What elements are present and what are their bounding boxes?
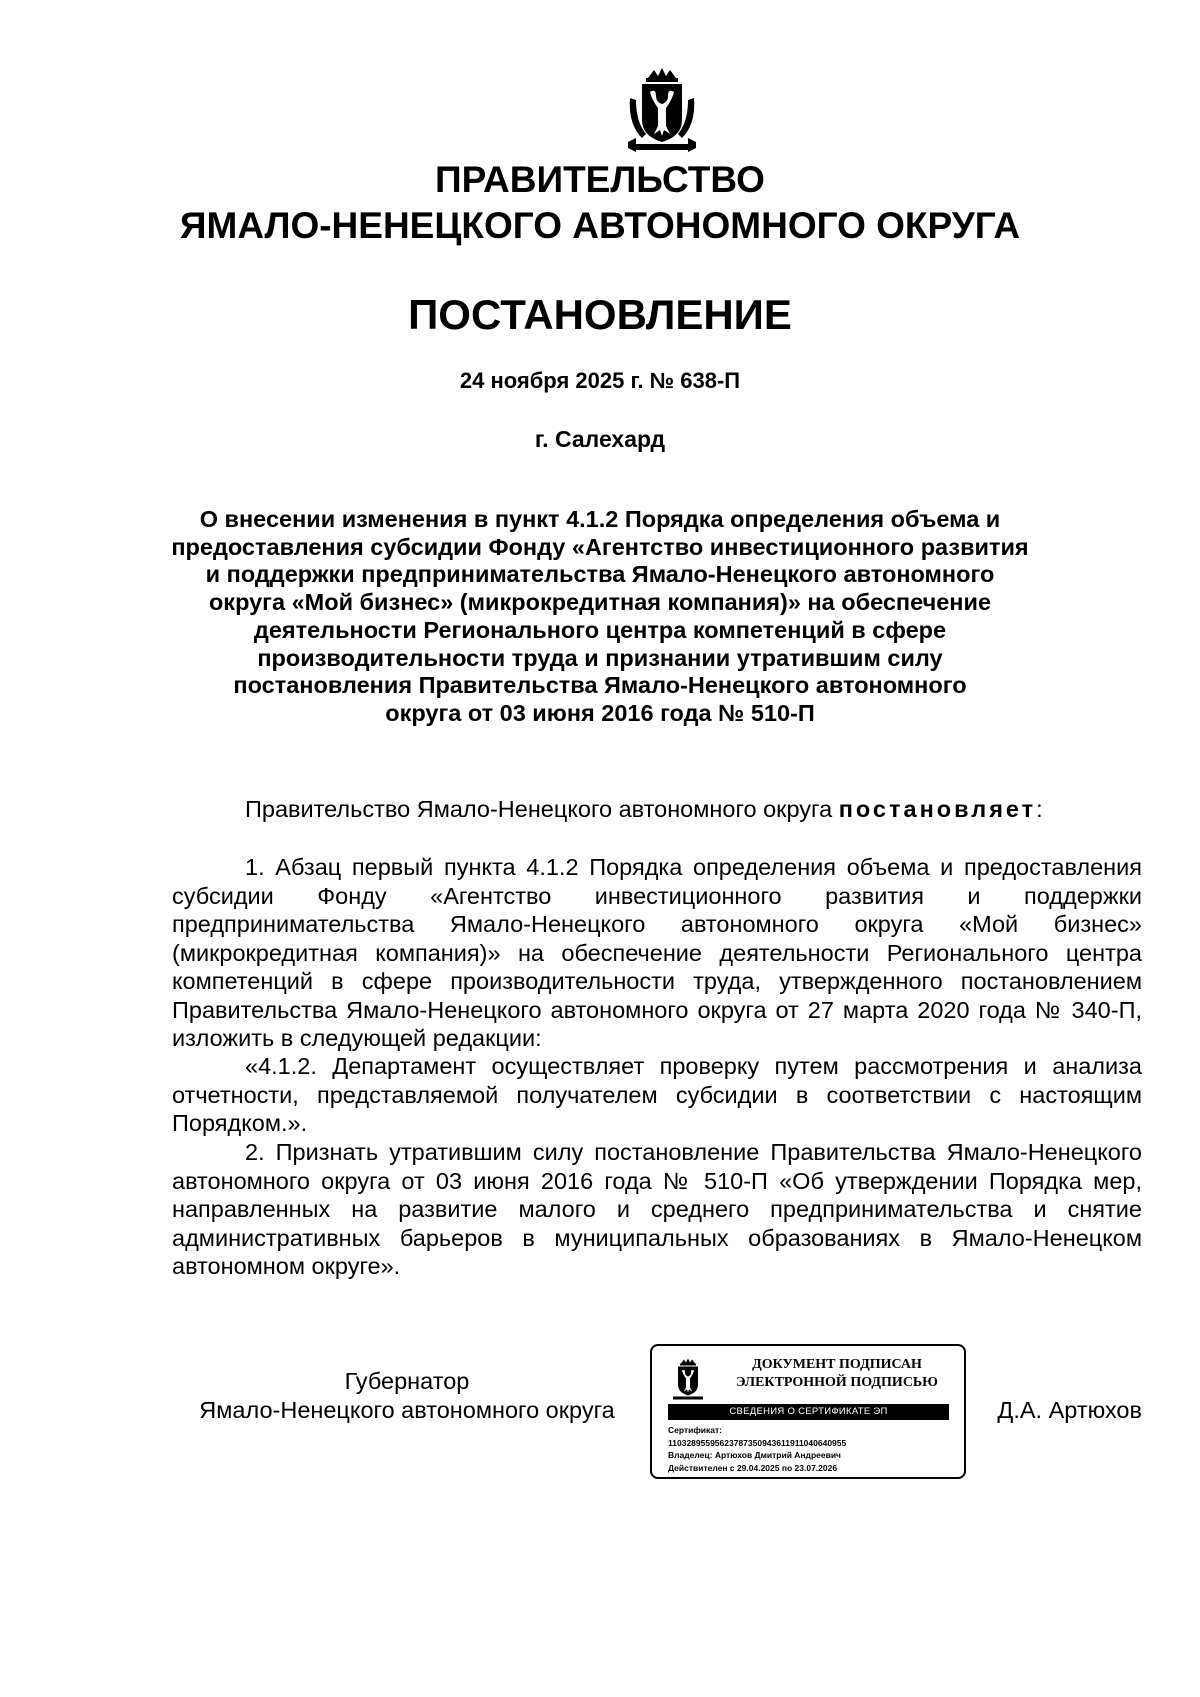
stamp-owner: Владелец: Артюхов Дмитрий Андреевич [668,1450,841,1460]
subject-line: округа «Мой бизнес» (микрокредитная компания)» на обеспечение [208,589,992,616]
coat-of-arms-emblem [626,68,698,154]
preamble [172,795,1142,824]
coat-of-arms-emblem [670,1358,706,1402]
preamble-keyword: постановляет [838,796,1037,822]
stamp-certificate-bar: СВЕДЕНИЯ О СЕРТИФИКАТЕ ЭП [668,1404,949,1420]
stamp-cert-label: Сертификат: [668,1425,722,1435]
paragraph-2: 2. Признать утратившим силу постановление Правительства Ямало-Ненецкого автономного округа от 03 июня 2016 года № 510-П «Об утверждении Порядка мер, направленных на развитие малого и среднего предпринимательства и снятие административных барьеров в муниципальных образованиях в Ямало-Ненецком автономном округе». [172,1139,1142,1279]
document-date-number: 24 ноября 2025 г. № 638-П [459,368,741,393]
subject-line: и поддержки предпринимательства Ямало-Ненецкого автономного [205,561,995,588]
stamp-validity: Действителен с 29.04.2025 по 23.07.2026 [668,1462,838,1473]
subject-line: деятельности Регионального центра компетенций в сфере [253,616,947,643]
paragraph-new-wording: «4.1.2. Департамент осуществляет проверку путем рассмотрения и анализа отчетности, представляемой получателем субсидии в соответствии с настоящим Порядком.». [172,1053,1142,1136]
document-subject [170,506,1030,728]
stamp-heading-line1: ДОКУМЕНТ ПОДПИСАН [752,1357,922,1372]
subject-line: производительности труда и признании утратившим силу [257,644,943,671]
stamp-certificate-info [668,1424,958,1474]
stamp-heading-line2: ЭЛЕКТРОННОЙ ПОДПИСЬЮ [736,1375,938,1390]
document-city: г. Салехард [534,426,666,452]
signatory-position-line1: Губернатор [344,1368,470,1394]
stamp-heading [722,1356,952,1392]
stamp-cert-number: 11032895595623787350943611911040640955 [668,1437,847,1448]
subject-line: округа от 03 июня 2016 года № 510-П [385,699,815,726]
electronic-signature-stamp [650,1344,966,1479]
preamble-end: : [1036,796,1043,822]
government-title-line1: ПРАВИТЕЛЬСТВО [435,159,765,200]
subject-line: постановления Правительства Ямало-Ненецкого автономного [233,672,967,699]
preamble-text: Правительство Ямало-Ненецкого автономного округа [245,796,839,822]
signatory-position-line2: Ямало-Ненецкого автономного округа [199,1397,615,1423]
signatory-name: Д.А. Артюхов [997,1397,1142,1423]
government-title-line2: ЯМАЛО-НЕНЕЦКОГО АВТОНОМНОГО ОКРУГА [179,205,1021,246]
subject-line: предоставления субсидии Фонду «Агентство инвестиционного развития [171,533,1029,560]
document-type: ПОСТАНОВЛЕНИЕ [408,291,792,338]
subject-line: О внесении изменения в пункт 4.1.2 Порядка определения объема и [199,506,1001,532]
paragraph-1: 1. Абзац первый пункта 4.1.2 Порядка определения объема и предоставления субсидии Фонду «Агентство инвестиционного развития и поддержки предпринимательства Ямало-Ненецкого автономного округа «Мой бизнес» (микрокредитная компания)» на обеспечение деятельности Регионального центра компетенций в сфере производительности труда, утвержденного постановлением Правительства Ямало-Ненецкого автономного округа от 27 марта 2020 года № 340-П, изложить в следующей редакции: [172,854,1142,1051]
signatory-position [172,1367,642,1425]
